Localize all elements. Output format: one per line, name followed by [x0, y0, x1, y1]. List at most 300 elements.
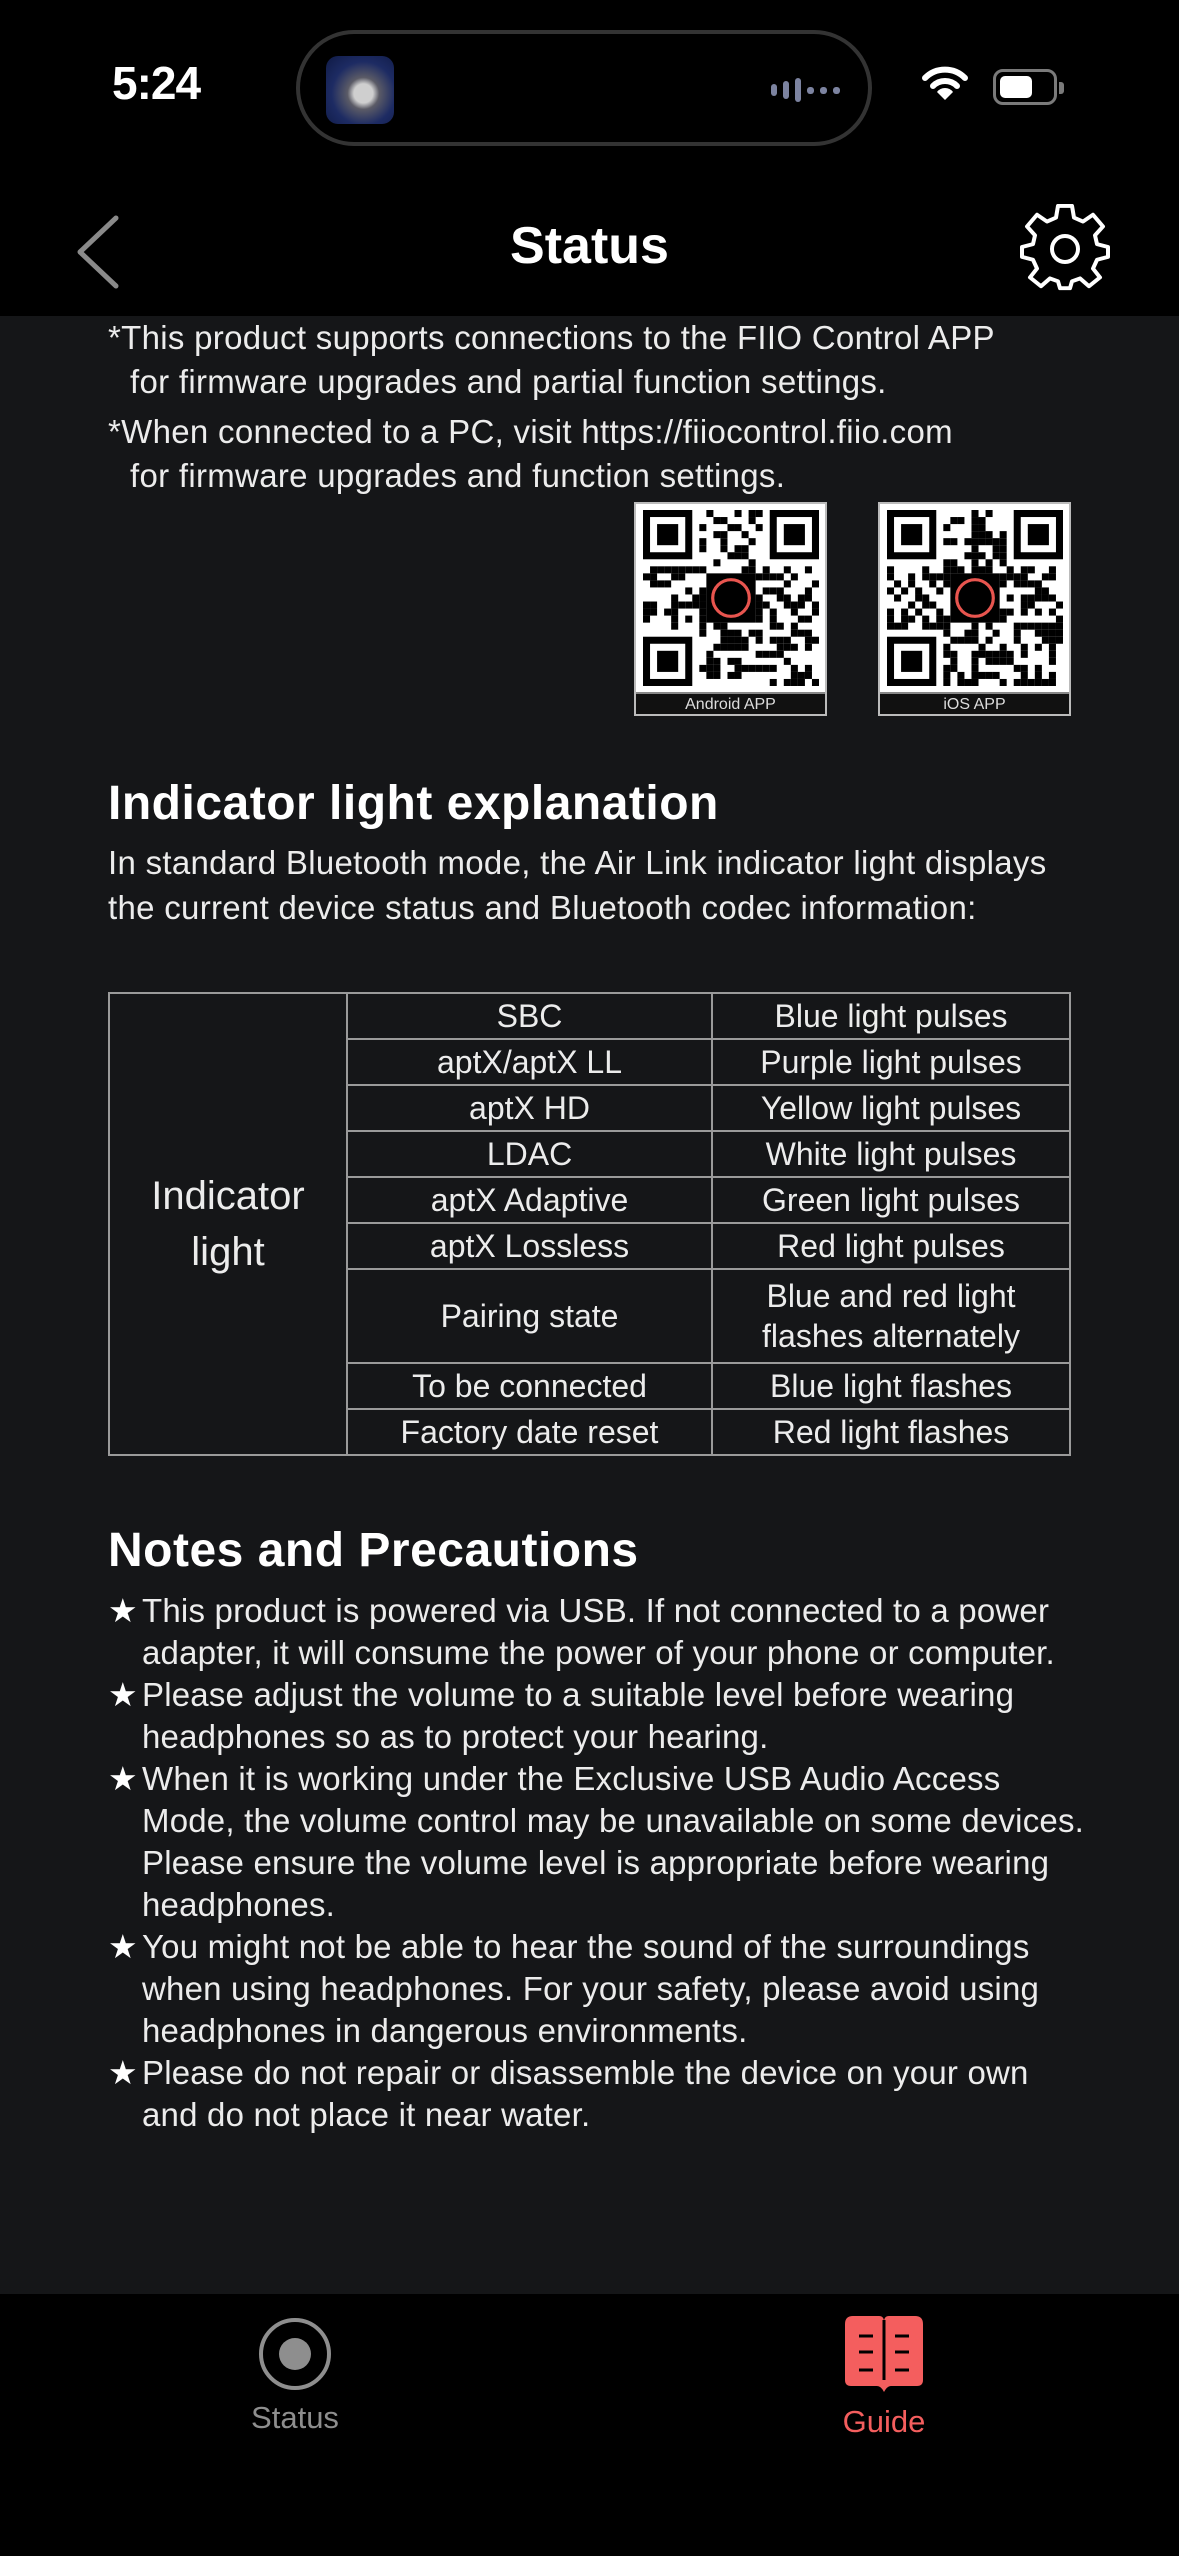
- qr-module: [727, 630, 734, 637]
- qr-module: [720, 538, 727, 545]
- qr-module: [643, 609, 650, 616]
- qr-module: [1041, 573, 1048, 580]
- indicator-light-table: [108, 992, 1071, 1456]
- qr-module: [699, 623, 706, 630]
- qr-module: [936, 609, 943, 616]
- qr-module: [650, 566, 657, 573]
- status-bar: [0, 0, 1179, 160]
- tab-label: Guide: [842, 2404, 926, 2439]
- qr-module: [643, 573, 650, 580]
- qr-module: [936, 587, 943, 594]
- qr-module: [685, 587, 692, 594]
- qr-module: [699, 602, 706, 609]
- qr-module: [957, 672, 964, 679]
- qr-module: [713, 517, 720, 524]
- qr-module: [797, 616, 804, 623]
- qr-module: [985, 651, 992, 658]
- qr-module: [1048, 672, 1055, 679]
- qr-module: [783, 679, 790, 686]
- qr-module: [748, 559, 755, 566]
- qr-module: [915, 587, 922, 594]
- qr-module: [1041, 637, 1048, 644]
- light-cell: Purple light pulses: [712, 1039, 1070, 1085]
- light-cell: Red light flashes: [712, 1409, 1070, 1455]
- light-cell: Blue and red light flashes alternately: [712, 1269, 1070, 1363]
- qr-module: [908, 573, 915, 580]
- qr-module: [692, 566, 699, 573]
- qr-module: [943, 630, 950, 637]
- qr-module: [790, 665, 797, 672]
- qr-module: [734, 545, 741, 552]
- qr-module: [713, 672, 720, 679]
- qr-module: [741, 531, 748, 538]
- qr-module: [978, 566, 985, 573]
- qr-module: [999, 580, 1006, 587]
- qr-module: [769, 587, 776, 594]
- light-cell: Blue light flashes: [712, 1363, 1070, 1409]
- qr-module: [797, 679, 804, 686]
- qr-module: [950, 538, 957, 545]
- qr-module: [1048, 679, 1055, 686]
- qr-module: [657, 651, 678, 672]
- qr-module: [734, 665, 741, 672]
- qr-module: [790, 573, 797, 580]
- qr-module: [783, 602, 790, 609]
- tab-status[interactable]: [145, 2294, 445, 2454]
- indicator-group-label: Indicator light: [109, 993, 347, 1455]
- qr-module: [901, 651, 922, 672]
- qr-module: [755, 630, 762, 637]
- qr-module: [797, 594, 804, 601]
- android-app-qr-code: [634, 502, 827, 716]
- qr-module: [1048, 594, 1055, 601]
- light-cell: Yellow light pulses: [712, 1085, 1070, 1131]
- qr-module: [713, 531, 720, 538]
- qr-module: [797, 630, 804, 637]
- qr-module: [790, 644, 797, 651]
- qr-module: [811, 609, 818, 616]
- qr-module: [671, 602, 678, 609]
- light-cell: Blue light pulses: [712, 993, 1070, 1039]
- qr-module: [776, 573, 783, 580]
- qr-module: [1034, 587, 1041, 594]
- qr-module: [671, 616, 678, 623]
- qr-module: [734, 630, 741, 637]
- qr-module: [964, 630, 971, 637]
- qr-module: [755, 602, 762, 609]
- qr-module: [699, 609, 706, 616]
- mode-cell: aptX HD: [347, 1085, 712, 1131]
- qr-module: [748, 665, 755, 672]
- qr-module: [1041, 623, 1048, 630]
- tab-guide[interactable]: [734, 2294, 1034, 2454]
- qr-module: [950, 665, 957, 672]
- mode-cell: Pairing state: [347, 1269, 712, 1363]
- qr-module: [999, 559, 1006, 566]
- qr-module: [936, 623, 943, 630]
- qr-module: [1027, 580, 1034, 587]
- qr-module: [985, 658, 992, 665]
- qr-module: [964, 538, 971, 545]
- qr-module: [769, 609, 776, 616]
- star-icon: ★: [108, 1676, 138, 1713]
- qr-module: [734, 524, 741, 531]
- qr-module: [971, 658, 978, 665]
- qr-module: [894, 594, 901, 601]
- qr-module: [748, 538, 755, 545]
- qr-module: [720, 517, 727, 524]
- guide-content[interactable]: [0, 316, 1179, 2294]
- qr-module: [790, 602, 797, 609]
- qr-module: [685, 602, 692, 609]
- qr-module: [1027, 623, 1034, 630]
- qr-module: [1034, 609, 1041, 616]
- qr-module: [894, 623, 901, 630]
- qr-module: [1020, 609, 1027, 616]
- tab-label: Status: [251, 2400, 339, 2435]
- star-icon: ★: [108, 1928, 138, 1965]
- qr-module: [804, 637, 811, 644]
- qr-module: [985, 559, 992, 566]
- battery-icon: [993, 69, 1057, 105]
- qr-module: [908, 602, 915, 609]
- qr-module: [1020, 566, 1027, 573]
- qr-module: [790, 672, 797, 679]
- qr-module: [992, 552, 999, 559]
- qr-module: [769, 573, 776, 580]
- qr-module: [1048, 658, 1055, 665]
- qr-module: [1013, 573, 1020, 580]
- mode-cell: Factory date reset: [347, 1409, 712, 1455]
- qr-module: [720, 630, 727, 637]
- qr-module: [671, 594, 678, 601]
- qr-module: [971, 559, 978, 566]
- qr-module: [727, 658, 734, 665]
- qr-module: [776, 594, 783, 601]
- qr-module: [1013, 637, 1020, 644]
- qr-module: [776, 651, 783, 658]
- qr-module: [804, 587, 811, 594]
- qr-module: [1048, 566, 1055, 573]
- qr-module: [671, 609, 678, 616]
- qr-module: [1048, 609, 1055, 616]
- qr-module: [657, 566, 664, 573]
- qr-module: [769, 679, 776, 686]
- qr-module: [699, 630, 706, 637]
- qr-module: [1006, 658, 1013, 665]
- qr-module: [1020, 580, 1027, 587]
- qr-module: [811, 602, 818, 609]
- qr-module: [908, 616, 915, 623]
- qr-module: [783, 566, 790, 573]
- qr-module: [664, 580, 671, 587]
- qr-module: [901, 623, 908, 630]
- qr-module: [929, 580, 936, 587]
- qr-module: [762, 587, 769, 594]
- qr-module: [769, 623, 776, 630]
- qr-module: [783, 580, 790, 587]
- qr-module: [755, 665, 762, 672]
- settings-button[interactable]: [1020, 204, 1110, 294]
- qr-module: [992, 658, 999, 665]
- qr-module: [699, 566, 706, 573]
- qr-module: [887, 623, 894, 630]
- qr-module: [999, 658, 1006, 665]
- qr-module: [971, 524, 978, 531]
- qr-module: [720, 644, 727, 651]
- qr-module: [971, 651, 978, 658]
- qr-module: [713, 559, 720, 566]
- qr-module: [943, 679, 950, 686]
- qr-module: [943, 559, 950, 566]
- qr-module: [755, 609, 762, 616]
- qr-module: [922, 616, 929, 623]
- qr-module: [762, 665, 769, 672]
- qr-module: [1006, 573, 1013, 580]
- album-art-icon[interactable]: [326, 56, 394, 124]
- qr-module: [1020, 644, 1027, 651]
- light-cell: Red light pulses: [712, 1223, 1070, 1269]
- qr-module: [671, 566, 678, 573]
- gear-icon: [1020, 204, 1110, 294]
- qr-module: [964, 637, 971, 644]
- qr-module: [978, 552, 985, 559]
- qr-module: [741, 566, 748, 573]
- qr-module: [901, 616, 908, 623]
- radio-button-icon: [257, 2316, 333, 2392]
- qr-module: [978, 517, 985, 524]
- qr-module: [957, 637, 964, 644]
- qr-module: [992, 538, 999, 545]
- qr-module: [950, 658, 957, 665]
- qr-module: [887, 573, 894, 580]
- qr-module: [748, 517, 755, 524]
- qr-module: [1020, 623, 1027, 630]
- qr-code-icon: [643, 510, 819, 686]
- tab-bar: [0, 2294, 1179, 2556]
- qr-module: [790, 609, 797, 616]
- light-cell: White light pulses: [712, 1131, 1070, 1177]
- qr-module: [1034, 679, 1041, 686]
- qr-module: [790, 679, 797, 686]
- qr-module: [657, 524, 678, 545]
- qr-module: [1041, 679, 1048, 686]
- qr-module: [985, 510, 992, 517]
- qr-module: [762, 651, 769, 658]
- qr-module: [1020, 672, 1027, 679]
- qr-module: [1034, 665, 1041, 672]
- qr-module: [1055, 623, 1062, 630]
- qr-module: [755, 524, 762, 531]
- qr-module: [727, 524, 734, 531]
- qr-module: [1006, 594, 1013, 601]
- qr-module: [713, 644, 720, 651]
- star-icon: ★: [108, 1760, 138, 1797]
- wifi-icon: [922, 66, 968, 102]
- qr-module: [971, 517, 978, 524]
- qr-module: [650, 609, 657, 616]
- qr-module: [901, 587, 908, 594]
- qr-module: [1020, 602, 1027, 609]
- qr-module: [1055, 616, 1062, 623]
- qr-module: [887, 566, 894, 573]
- qr-module: [769, 665, 776, 672]
- qr-module: [776, 623, 783, 630]
- qr-module: [797, 672, 804, 679]
- qr-module: [1013, 630, 1020, 637]
- qr-module: [992, 545, 999, 552]
- qr-module: [922, 623, 929, 630]
- qr-module: [1055, 637, 1062, 644]
- qr-module: [999, 644, 1006, 651]
- qr-module: [1034, 644, 1041, 651]
- qr-module: [748, 510, 755, 517]
- qr-module: [727, 672, 734, 679]
- qr-module: [748, 630, 755, 637]
- waveform-icon: [771, 78, 840, 102]
- qr-module: [943, 573, 950, 580]
- qr-module: [985, 566, 992, 573]
- qr-module: [971, 552, 978, 559]
- qr-module: [999, 531, 1006, 538]
- qr-module: [776, 644, 783, 651]
- qr-module: [922, 602, 929, 609]
- qr-module: [727, 552, 734, 559]
- qr-module: [1034, 630, 1041, 637]
- qr-module: [1041, 594, 1048, 601]
- qr-module: [741, 644, 748, 651]
- qr-module: [929, 602, 936, 609]
- qr-module: [971, 665, 978, 672]
- qr-module: [769, 651, 776, 658]
- qr-module: [699, 616, 706, 623]
- qr-module: [671, 623, 678, 630]
- qr-module: [950, 517, 957, 524]
- qr-module: [783, 644, 790, 651]
- qr-module: [922, 566, 929, 573]
- qr-module: [734, 637, 741, 644]
- qr-module: [650, 580, 657, 587]
- qr-module: [1027, 602, 1034, 609]
- qr-module: [1027, 566, 1034, 573]
- qr-module: [1027, 524, 1048, 545]
- app-support-note: *This product supports connections to the FIIO Control APP for firmware upgrades and partial function settings.: [108, 319, 995, 400]
- qr-module: [936, 616, 943, 623]
- qr-module: [678, 566, 685, 573]
- qr-module: [706, 658, 713, 665]
- qr-module: [692, 602, 699, 609]
- qr-module: [804, 644, 811, 651]
- qr-module: [978, 531, 985, 538]
- qr-module: [713, 623, 720, 630]
- qr-module: [783, 594, 790, 601]
- qr-module: [678, 602, 685, 609]
- qr-module: [887, 616, 894, 623]
- qr-module: [971, 679, 978, 686]
- qr-module: [943, 616, 950, 623]
- list-item: ★ This product is powered via USB. If not connected to a power adapter, it will consume the power of your phone or computer.: [108, 1592, 1055, 1671]
- mode-cell: SBC: [347, 993, 712, 1039]
- qr-module: [755, 573, 762, 580]
- qr-module: [1034, 580, 1041, 587]
- qr-module: [678, 573, 685, 580]
- qr-module: [915, 609, 922, 616]
- qr-module: [922, 594, 929, 601]
- qr-module: [971, 566, 978, 573]
- qr-module: [734, 552, 741, 559]
- qr-module: [734, 644, 741, 651]
- qr-module: [999, 545, 1006, 552]
- qr-module: [929, 623, 936, 630]
- qr-module: [706, 510, 713, 517]
- qr-module: [692, 594, 699, 601]
- qr-module: [699, 587, 706, 594]
- qr-module: [713, 665, 720, 672]
- qr-module: [936, 573, 943, 580]
- qr-module: [985, 531, 992, 538]
- qr-module: [1034, 623, 1041, 630]
- qr-module: [978, 651, 985, 658]
- qr-module: [699, 524, 706, 531]
- table-row: [109, 993, 1070, 1039]
- qr-module: [1048, 573, 1055, 580]
- qr-module: [957, 679, 964, 686]
- qr-module: [943, 580, 950, 587]
- status-time: 5:24: [112, 57, 201, 109]
- qr-module: [720, 637, 727, 644]
- qr-module: [999, 679, 1006, 686]
- qr-module: [950, 651, 957, 658]
- qr-module: [699, 545, 706, 552]
- qr-module: [1020, 573, 1027, 580]
- qr-module: [950, 566, 957, 573]
- qr-label-ios: iOS APP: [880, 692, 1069, 714]
- qr-module: [713, 658, 720, 665]
- qr-module: [922, 573, 929, 580]
- qr-module: [1048, 651, 1055, 658]
- qr-module: [971, 545, 978, 552]
- qr-module: [1013, 679, 1020, 686]
- qr-module: [741, 637, 748, 644]
- qr-module: [992, 651, 999, 658]
- qr-module: [908, 580, 915, 587]
- qr-module: [734, 672, 741, 679]
- qr-module: [901, 524, 922, 545]
- qr-module: [992, 672, 999, 679]
- qr-module: [762, 602, 769, 609]
- qr-module: [720, 545, 727, 552]
- dynamic-island[interactable]: [296, 30, 872, 146]
- qr-module: [943, 538, 950, 545]
- mode-cell: aptX/aptX LL: [347, 1039, 712, 1085]
- mode-cell: To be connected: [347, 1363, 712, 1409]
- book-icon: [845, 2316, 923, 2396]
- qr-module: [901, 609, 908, 616]
- qr-module: [755, 510, 762, 517]
- qr-module: [734, 510, 741, 517]
- qr-module: [755, 616, 762, 623]
- pc-support-note: *When connected to a PC, visit https://fiiocontrol.fiio.com for firmware upgrades and function settings.: [108, 413, 953, 494]
- star-icon: ★: [108, 2054, 138, 2091]
- list-item: ★ Please do not repair or disassemble the device on your own and do not place it near water.: [108, 2054, 1029, 2133]
- qr-label-android: Android APP: [636, 692, 825, 714]
- notes-list: [108, 1590, 1088, 2136]
- qr-module: [957, 566, 964, 573]
- qr-module: [769, 637, 776, 644]
- list-item: ★ When it is working under the Exclusive USB Audio Access Mode, the volume control may be unavailable on some devices. Please ensure the volume level is appropriate before wearing headphones.: [108, 1760, 1085, 1923]
- qr-module: [699, 665, 706, 672]
- qr-module: [755, 651, 762, 658]
